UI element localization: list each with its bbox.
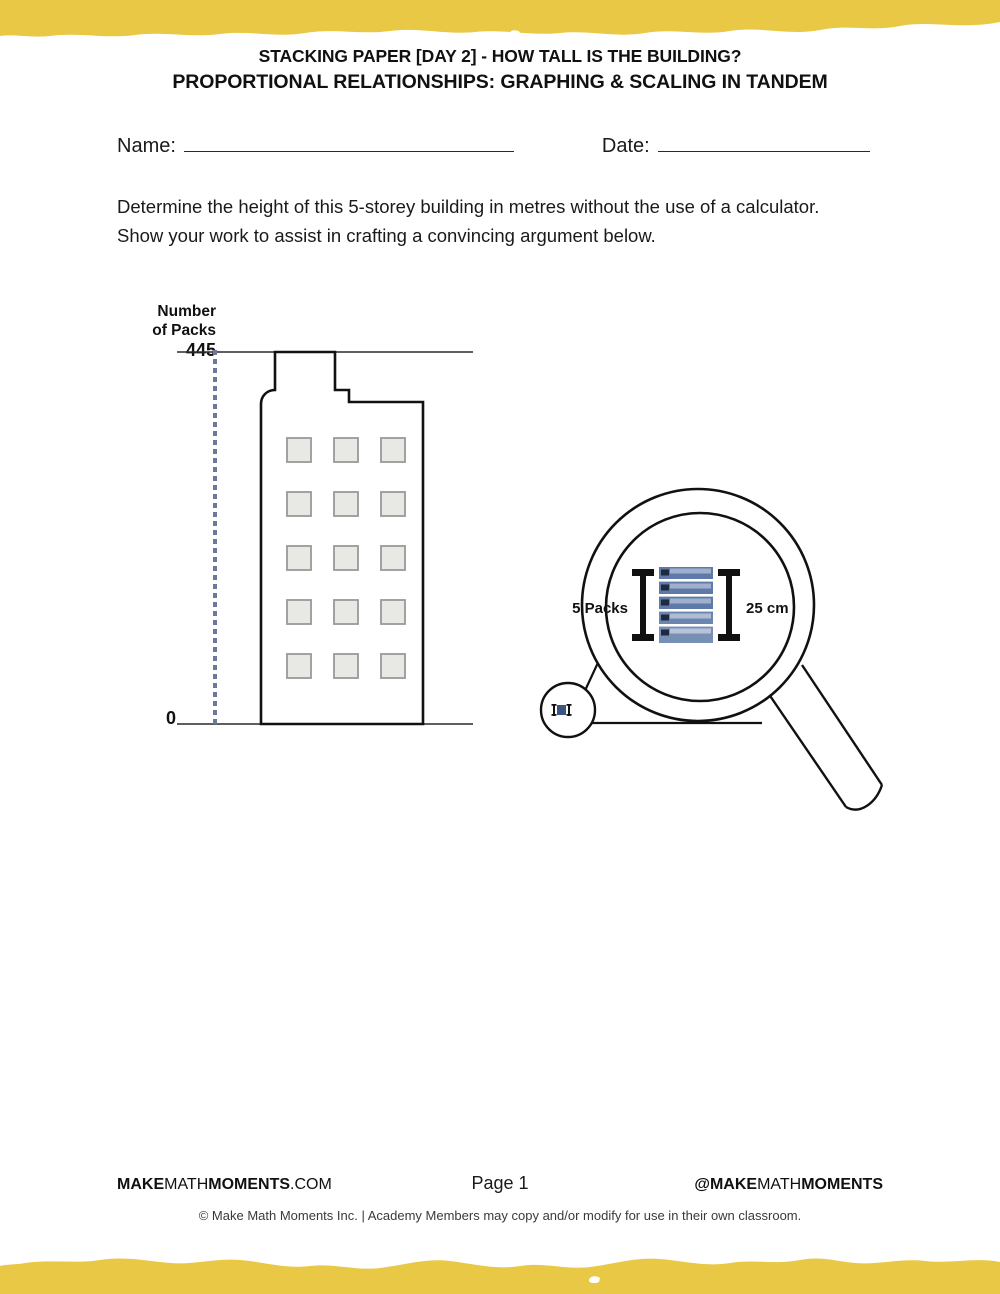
- bottom-brush-svg: [0, 1248, 1000, 1294]
- paper-pack: [659, 567, 713, 581]
- magnifier-handle-tip: [846, 785, 882, 810]
- magnifier-left-label: 5 Packs: [572, 600, 628, 617]
- window: [334, 438, 358, 462]
- building-graph-illustration: [175, 290, 495, 750]
- window: [334, 654, 358, 678]
- window: [381, 492, 405, 516]
- copyright-notice: © Make Math Moments Inc. | Academy Members may copy and/or modify for use in their own classroom.: [198, 1208, 802, 1223]
- y-axis-caption-line-1: Number: [157, 303, 216, 320]
- paper-pack: [659, 597, 713, 611]
- window: [287, 654, 311, 678]
- footer: [0, 1173, 1000, 1194]
- window: [381, 654, 405, 678]
- footer-handle-part-2: MATH: [757, 1176, 802, 1193]
- page-number: Page 1: [471, 1173, 529, 1193]
- window: [287, 438, 311, 462]
- paper-pack: [659, 612, 713, 626]
- title-line-1: STACKING PAPER [DAY 2] - HOW TALL IS THE BUILDING?: [258, 46, 742, 66]
- paper-pack: [659, 582, 713, 596]
- footer-website: [0, 1176, 334, 1194]
- top-brush-band: [0, 0, 1000, 46]
- y-axis-max-label: 445: [185, 340, 216, 360]
- footer-handle-at: @: [694, 1176, 710, 1193]
- window: [334, 600, 358, 624]
- figure-area: [0, 290, 1000, 810]
- magnifier-handle-edge-a: [802, 665, 882, 785]
- window: [381, 438, 405, 462]
- paper-pack: [659, 627, 713, 643]
- name-input-rule[interactable]: [184, 132, 514, 152]
- window: [381, 546, 405, 570]
- footer-social-handle: [666, 1176, 1000, 1194]
- window: [287, 600, 311, 624]
- window: [334, 546, 358, 570]
- mini-pack-measure-icon: [552, 704, 572, 716]
- footer-website-part-3: MOMENTS: [208, 1176, 291, 1193]
- footer-website-part-2: MATH: [164, 1176, 209, 1193]
- magnifier-handle-edge-b: [764, 687, 846, 807]
- top-brush-svg: [0, 0, 1000, 46]
- date-input-rule[interactable]: [658, 132, 870, 152]
- name-date-row: [117, 132, 883, 158]
- paper-pack-stack: [659, 567, 713, 643]
- date-field[interactable]: [602, 132, 870, 158]
- window: [381, 600, 405, 624]
- window: [287, 492, 311, 516]
- date-label: Date:: [601, 135, 650, 157]
- y-axis-zero-label: 0: [165, 708, 176, 728]
- name-field[interactable]: [117, 132, 514, 158]
- window: [334, 492, 358, 516]
- title-line-2: PROPORTIONAL RELATIONSHIPS: GRAPHING & SCALING IN TANDEM: [172, 71, 828, 93]
- footer-handle-part-1: MAKE: [709, 1176, 758, 1193]
- magnifier-right-label: 25 cm: [746, 600, 789, 617]
- bottom-brush-band: [0, 1248, 1000, 1294]
- window: [287, 546, 311, 570]
- y-axis-caption-line-2: of Packs: [152, 322, 216, 339]
- page-title: [0, 44, 1000, 96]
- magnifier-illustration: [530, 485, 920, 815]
- footer-website-part-1: MAKE: [117, 1176, 165, 1193]
- footer-website-part-4: .COM: [290, 1176, 332, 1193]
- name-label: Name:: [117, 135, 176, 157]
- footer-handle-part-3: MOMENTS: [801, 1176, 883, 1193]
- task-prompt: Determine the height of this 5-storey building in metres without the use of a calculator. Show your work to assist in crafting a convincing argument below.: [117, 196, 820, 246]
